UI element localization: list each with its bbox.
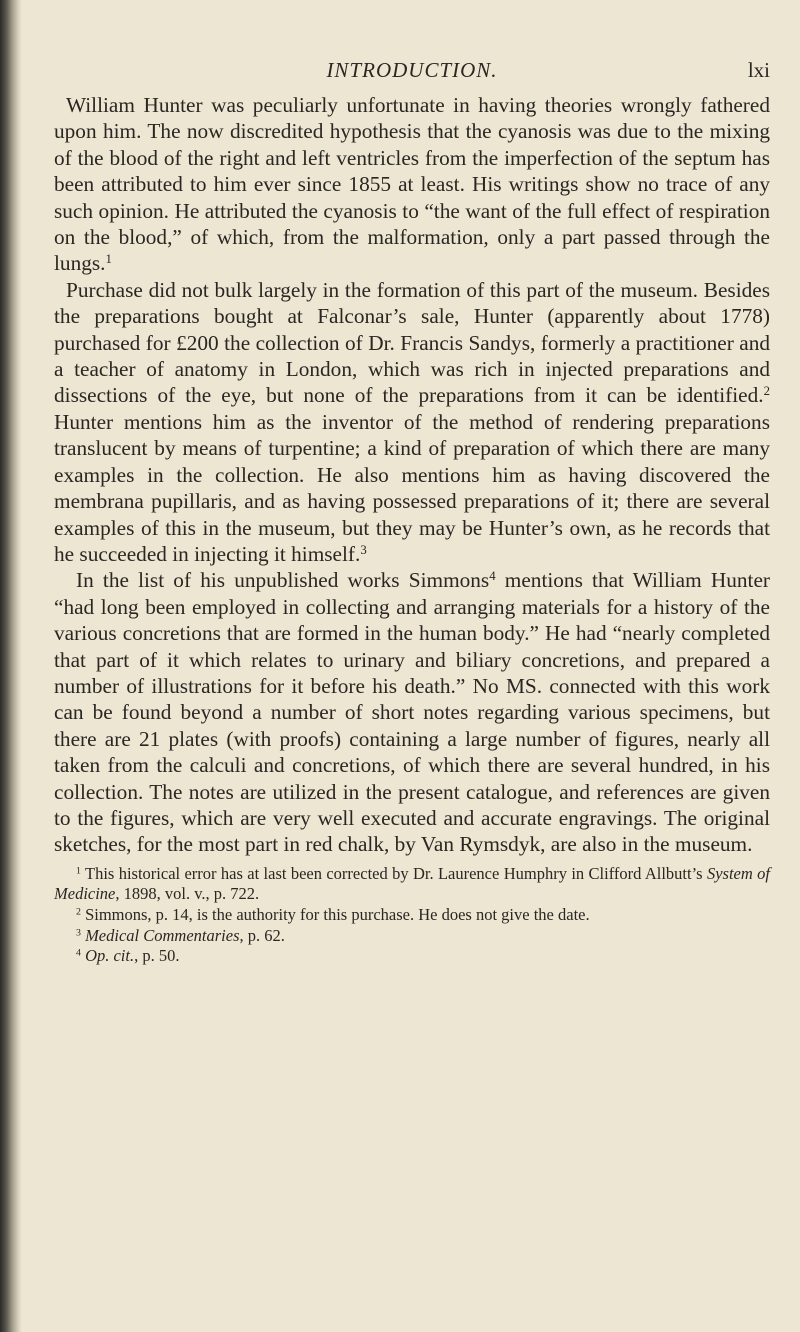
running-head-title: INTRODUCTION.: [326, 58, 498, 82]
footnote-marker: 1: [76, 865, 81, 877]
footnote-marker: 4: [489, 569, 496, 584]
italic-title: Op. cit.: [85, 946, 135, 966]
text-run: William Hunter was peculiarly unfortunate in having theories wrongly fathered upon him. The now discredited hypothesis that the cyanosis was due to the mixing of the blood of the right and left ventricles from the imperfection of the septum has been attributed to him ever since 1855 at least. His writings show no trace of any such opinion. He attributed the cyanosis to “the want of the full effect of respiration on the blood,” of which, from the malformation, only a part passed through the lungs.: [54, 93, 770, 276]
text-run: , 1898, vol. v., p. 722.: [115, 884, 260, 904]
binding-edge: [0, 0, 22, 1332]
footnote-2: [54, 905, 770, 926]
text-run: mentions that William Hunter “had long been employed in collecting and arranging materials for a history of the various concretions that are formed in the human body.” He had “nearly completed that part of it which relates to urinary and biliary concretions, and prepared a number of illustrations for it before his death.” No MS. connected with this work can be found beyond a number of short notes regarding various specimens, but there are 21 plates (with proofs) containing a large number of figures, nearly all taken from the calculi and concretions, of which there are several hundred, in his collection. The notes are utilized in the present catalogue, and references are given to the figures, which are very well executed and accurate engravings. The original sketches, for the most part in red chalk, by Van Rymsdyk, are also in the museum.: [54, 568, 770, 857]
italic-title: Medical Commentaries: [85, 925, 240, 945]
paragraph-unpublished-works: [54, 567, 770, 857]
text-run: , p. 50.: [134, 946, 180, 966]
footnote-marker: 2: [76, 906, 81, 918]
body-text: [54, 92, 770, 858]
text-run: , p. 62.: [239, 925, 285, 945]
footnote-marker: 3: [360, 542, 367, 557]
text-run: Hunter mentions him as the inventor of the method of rendering preparations translucent by means of turpentine; a kind of preparation of which there are many examples in the collection. He also mentions him as having discovered the membrana pupillaris, and as having possessed preparations of it; there are several examples of this in the museum, but they may be Hunter’s own, as he records that he succeeded in injecting it himself.: [54, 409, 770, 566]
footnote-marker: 1: [105, 252, 112, 267]
paragraph-hunter-theories: [54, 92, 770, 277]
paragraph-purchase: [54, 277, 770, 567]
footnote-marker: 2: [763, 384, 770, 399]
running-head: [54, 58, 770, 92]
text-run: This historical error has at last been corrected by Dr. Laurence Humphry in Clifford Allbutt’s: [80, 863, 707, 883]
footnotes: [54, 864, 770, 967]
italic-title: System of Medicine: [54, 863, 770, 904]
footnote-3: [54, 926, 770, 947]
book-page: [54, 58, 770, 967]
footnote-marker: 4: [76, 947, 81, 959]
footnote-marker: 3: [76, 927, 81, 939]
text-run: In the list of his unpublished works Simmons: [76, 568, 490, 593]
footnote-4: [54, 946, 770, 967]
page-number: lxi: [747, 58, 770, 82]
footnote-1: [54, 864, 770, 905]
text-run: Simmons, p. 14, is the authority for this purchase. He does not give the date.: [80, 904, 590, 924]
text-run: Purchase did not bulk largely in the formation of this part of the museum. Besides the preparations bought at Falconar’s sale, Hunter (apparently about 1778) purchased for £200 the collection of Dr. Francis Sandys, formerly a practitioner and a teacher of anatomy in London, which was rich in injected preparations and dissections of the eye, but none of the preparations from it can be identified.: [54, 277, 770, 408]
